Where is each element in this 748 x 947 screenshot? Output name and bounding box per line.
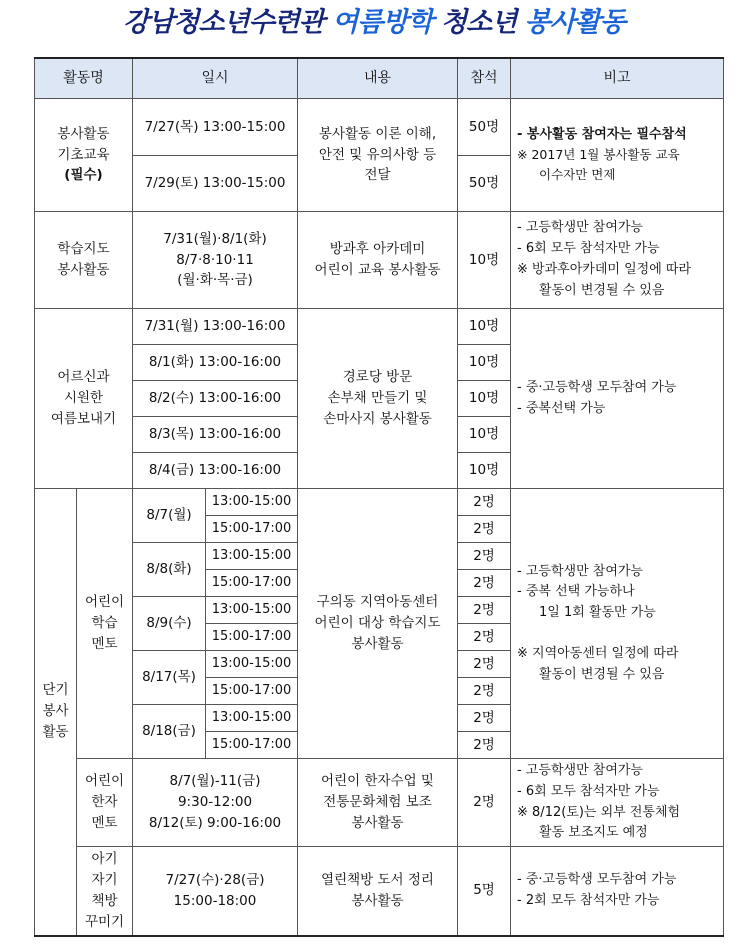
activity-name: 어린이 한자 멘토 <box>77 759 133 847</box>
attendance-cell: 2명 <box>458 489 511 516</box>
attendance-cell: 5명 <box>458 847 511 936</box>
date-cell: 8/17(목) <box>133 651 206 705</box>
date-cell: 8/9(수) <box>133 597 206 651</box>
schedule-table <box>34 57 724 937</box>
attendance-cell: 50명 <box>458 99 511 156</box>
attendance-cell: 2명 <box>458 570 511 597</box>
note-cell: - 고등학생만 참여가능 - 6회 모두 참석자만 가능 ※ 8/12(토)는 외부 전통체험 활동 보조지도 예정 <box>511 759 724 847</box>
note-cell: - 봉사활동 참여자는 필수참석 ※ 2017년 1월 봉사활동 교육 이수자만 면제 <box>511 99 724 212</box>
time-cell: 15:00-17:00 <box>206 732 298 759</box>
content-cell: 어린이 한자수업 및 전통문화체험 보조 봉사활동 <box>298 759 458 847</box>
content-cell: 봉사활동 이론 이해, 안전 및 유의사항 등 전달 <box>298 99 458 212</box>
attendance-cell: 2명 <box>458 759 511 847</box>
note-cell: - 고등학생만 참여가능 - 중복 선택 가능하나 1일 1회 활동만 가능 ※ 지역아동센터 일정에 따라 활동이 변경될 수 있음 <box>511 489 724 759</box>
table-row <box>35 212 724 309</box>
datetime-cell: 7/27(수)·28(금) 15:00-18:00 <box>133 847 298 936</box>
attendance-cell: 10명 <box>458 381 511 417</box>
time-cell: 15:00-17:00 <box>206 570 298 597</box>
header-datetime: 일시 <box>133 58 298 99</box>
activity-name: 어르신과 시원한 여름보내기 <box>35 309 133 489</box>
activity-name: 아기 자기 책방 꾸미기 <box>77 847 133 936</box>
table-row <box>35 847 724 936</box>
time-cell: 15:00-17:00 <box>206 624 298 651</box>
note-cell: - 고등학생만 참여가능 - 6회 모두 참석자만 가능 ※ 방과후아카데미 일정에 따라 활동이 변경될 수 있음 <box>511 212 724 309</box>
header-attendance: 참석 <box>458 58 511 99</box>
attendance-cell: 2명 <box>458 543 511 570</box>
content-cell: 경로당 방문 손부채 만들기 및 손마사지 봉사활동 <box>298 309 458 489</box>
table-row <box>35 99 724 156</box>
header-row <box>35 58 724 99</box>
datetime-cell: 8/3(목) 13:00-16:00 <box>133 417 298 453</box>
attendance-cell: 50명 <box>458 156 511 212</box>
attendance-cell: 2명 <box>458 597 511 624</box>
activity-name: 학습지도 봉사활동 <box>35 212 133 309</box>
time-cell: 13:00-15:00 <box>206 489 298 516</box>
activity-name: 봉사활동 기초교육 (필수) <box>35 99 133 212</box>
attendance-cell: 2명 <box>458 678 511 705</box>
note-cell: - 중·고등학생 모두참여 가능 - 2회 모두 참석자만 가능 <box>511 847 724 936</box>
page-title: 강남청소년수련관 여름방학 청소년 봉사활동 <box>123 7 625 38</box>
header-activity: 활동명 <box>35 58 133 99</box>
time-cell: 13:00-15:00 <box>206 705 298 732</box>
attendance-cell: 2명 <box>458 516 511 543</box>
content-cell: 열린책방 도서 정리 봉사활동 <box>298 847 458 936</box>
table-row <box>35 489 724 516</box>
time-cell: 13:00-15:00 <box>206 597 298 624</box>
attendance-cell: 2명 <box>458 732 511 759</box>
table-row <box>35 759 724 847</box>
activity-name: 어린이 학습 멘토 <box>77 489 133 759</box>
attendance-cell: 10명 <box>458 345 511 381</box>
time-cell: 15:00-17:00 <box>206 678 298 705</box>
datetime-cell: 8/1(화) 13:00-16:00 <box>133 345 298 381</box>
datetime-cell: 7/31(월)·8/1(화) 8/7·8·10·11 (월·화·목·금) <box>133 212 298 309</box>
datetime-cell: 7/31(월) 13:00-16:00 <box>133 309 298 345</box>
table-row <box>35 309 724 345</box>
attendance-cell: 2명 <box>458 651 511 678</box>
attendance-cell: 10명 <box>458 417 511 453</box>
date-cell: 8/18(금) <box>133 705 206 759</box>
attendance-cell: 10명 <box>458 309 511 345</box>
content-cell: 구의동 지역아동센터 어린이 대상 학습지도 봉사활동 <box>298 489 458 759</box>
attendance-cell: 2명 <box>458 705 511 732</box>
content-cell: 방과후 아카데미 어린이 교육 봉사활동 <box>298 212 458 309</box>
datetime-cell: 7/27(목) 13:00-15:00 <box>133 99 298 156</box>
datetime-cell: 8/4(금) 13:00-16:00 <box>133 453 298 489</box>
note-cell: - 중·고등학생 모두참여 가능 - 중복선택 가능 <box>511 309 724 489</box>
attendance-cell: 10명 <box>458 453 511 489</box>
time-cell: 13:00-15:00 <box>206 651 298 678</box>
date-cell: 8/8(화) <box>133 543 206 597</box>
datetime-cell: 8/7(월)-11(금) 9:30-12:00 8/12(토) 9:00-16:00 <box>133 759 298 847</box>
time-cell: 15:00-17:00 <box>206 516 298 543</box>
datetime-cell: 7/29(토) 13:00-15:00 <box>133 156 298 212</box>
header-note: 비고 <box>511 58 724 99</box>
activity-group-name: 단기 봉사 활동 <box>35 489 77 936</box>
datetime-cell: 8/2(수) 13:00-16:00 <box>133 381 298 417</box>
attendance-cell: 10명 <box>458 212 511 309</box>
time-cell: 13:00-15:00 <box>206 543 298 570</box>
header-content: 내용 <box>298 58 458 99</box>
date-cell: 8/7(월) <box>133 489 206 543</box>
attendance-cell: 2명 <box>458 624 511 651</box>
